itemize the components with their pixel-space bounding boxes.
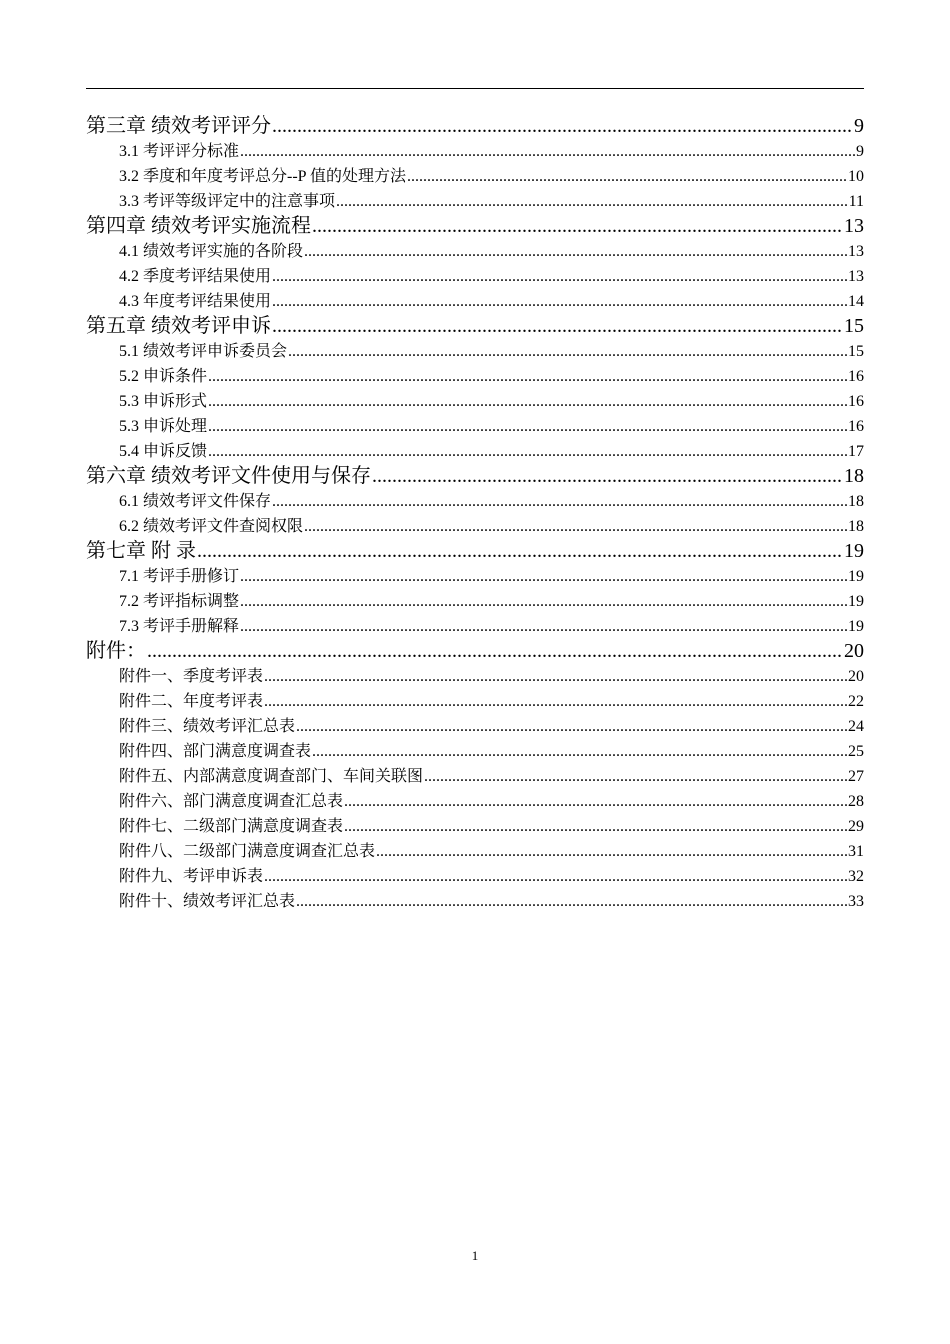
toc-entry-title: 5.3 申诉处理 bbox=[119, 418, 208, 435]
toc-entry-title: 附件五、内部满意度调查部门、车间关联图 bbox=[119, 768, 424, 785]
toc-entry-page: 24 bbox=[848, 718, 864, 735]
toc-dot-leader bbox=[240, 614, 847, 639]
toc-entry-page: 31 bbox=[848, 843, 864, 860]
toc-dot-leader bbox=[312, 739, 847, 764]
toc-chapter-entry[interactable] bbox=[86, 464, 864, 489]
toc-dot-leader bbox=[264, 689, 847, 714]
toc-entry-title: 6.1 绩效考评文件保存 bbox=[119, 493, 272, 510]
toc-entry-page: 18 bbox=[844, 465, 864, 487]
toc-dot-leader bbox=[208, 389, 847, 414]
toc-entry-title: 第三章 绩效考评评分 bbox=[86, 115, 271, 137]
toc-section-entry[interactable] bbox=[86, 789, 864, 814]
toc-dot-leader bbox=[197, 539, 843, 564]
toc-entry-page: 19 bbox=[848, 593, 864, 610]
toc-dot-leader bbox=[240, 564, 847, 589]
toc-entry-page: 15 bbox=[848, 343, 864, 360]
toc-entry-title: 3.3 考评等级评定中的注意事项 bbox=[119, 193, 336, 210]
toc-entry-title: 第四章 绩效考评实施流程 bbox=[86, 215, 311, 237]
toc-entry-page: 19 bbox=[848, 568, 864, 585]
toc-entry-title: 7.3 考评手册解释 bbox=[119, 618, 240, 635]
toc-entry-page: 13 bbox=[848, 243, 864, 260]
toc-dot-leader bbox=[240, 589, 847, 614]
toc-chapter-entry[interactable] bbox=[86, 539, 864, 564]
toc-entry-title: 4.3 年度考评结果使用 bbox=[119, 293, 272, 310]
toc-entry-page: 10 bbox=[848, 168, 864, 185]
toc-section-entry[interactable] bbox=[86, 689, 864, 714]
toc-dot-leader bbox=[344, 814, 847, 839]
toc-entry-title: 附件十、绩效考评汇总表 bbox=[119, 893, 296, 910]
toc-entry-page: 27 bbox=[848, 768, 864, 785]
toc-entry-page: 18 bbox=[848, 493, 864, 510]
toc-entry-page: 20 bbox=[844, 640, 864, 662]
toc-section-entry[interactable] bbox=[86, 889, 864, 914]
toc-entry-page: 19 bbox=[848, 618, 864, 635]
toc-entry-title: 第六章 绩效考评文件使用与保存 bbox=[86, 465, 371, 487]
toc-dot-leader bbox=[336, 189, 848, 214]
toc-dot-leader bbox=[272, 114, 853, 139]
toc-entry-title: 7.2 考评指标调整 bbox=[119, 593, 240, 610]
toc-dot-leader bbox=[304, 514, 847, 539]
toc-chapter-entry[interactable] bbox=[86, 639, 864, 664]
toc-entry-page: 32 bbox=[848, 868, 864, 885]
toc-section-entry[interactable] bbox=[86, 339, 864, 364]
toc-entry-title: 附件二、年度考评表 bbox=[119, 693, 264, 710]
toc-entry-title: 4.2 季度考评结果使用 bbox=[119, 268, 272, 285]
toc-section-entry[interactable] bbox=[86, 814, 864, 839]
toc-entry-page: 16 bbox=[848, 368, 864, 385]
toc-entry-title: 5.1 绩效考评申诉委员会 bbox=[119, 343, 288, 360]
toc-entry-page: 13 bbox=[844, 215, 864, 237]
toc-section-entry[interactable] bbox=[86, 364, 864, 389]
toc-section-entry[interactable] bbox=[86, 164, 864, 189]
toc-section-entry[interactable] bbox=[86, 839, 864, 864]
toc-section-entry[interactable] bbox=[86, 864, 864, 889]
toc-entry-page: 22 bbox=[848, 693, 864, 710]
toc-dot-leader bbox=[372, 464, 843, 489]
page-number: 1 bbox=[471, 1248, 479, 1263]
toc-section-entry[interactable] bbox=[86, 739, 864, 764]
toc-dot-leader bbox=[272, 264, 847, 289]
toc-dot-leader bbox=[288, 339, 847, 364]
toc-section-entry[interactable] bbox=[86, 614, 864, 639]
toc-entry-page: 15 bbox=[844, 315, 864, 337]
toc-dot-leader bbox=[208, 414, 847, 439]
toc-entry-title: 4.1 绩效考评实施的各阶段 bbox=[119, 243, 304, 260]
toc-section-entry[interactable] bbox=[86, 189, 864, 214]
toc-entry-page: 14 bbox=[848, 293, 864, 310]
toc-entry-title: 第五章 绩效考评申诉 bbox=[86, 315, 271, 337]
toc-entry-page: 16 bbox=[848, 393, 864, 410]
toc-entry-page: 17 bbox=[848, 443, 864, 460]
toc-section-entry[interactable] bbox=[86, 489, 864, 514]
toc-section-entry[interactable] bbox=[86, 414, 864, 439]
toc-entry-title: 附件九、考评申诉表 bbox=[119, 868, 264, 885]
toc-entry-title: 5.3 申诉形式 bbox=[119, 393, 208, 410]
table-of-contents bbox=[86, 114, 864, 914]
toc-dot-leader bbox=[424, 764, 847, 789]
toc-entry-title: 附件一、季度考评表 bbox=[119, 668, 264, 685]
toc-dot-leader bbox=[272, 314, 843, 339]
toc-entry-page: 9 bbox=[854, 115, 864, 137]
toc-section-entry[interactable] bbox=[86, 239, 864, 264]
toc-entry-page: 19 bbox=[844, 540, 864, 562]
toc-section-entry[interactable] bbox=[86, 564, 864, 589]
toc-chapter-entry[interactable] bbox=[86, 314, 864, 339]
toc-entry-page: 25 bbox=[848, 743, 864, 760]
toc-entry-page: 16 bbox=[848, 418, 864, 435]
toc-dot-leader bbox=[208, 364, 847, 389]
toc-dot-leader bbox=[272, 489, 847, 514]
toc-dot-leader bbox=[312, 214, 843, 239]
header-rule bbox=[86, 88, 864, 89]
toc-entry-title: 附件： bbox=[86, 640, 146, 662]
toc-dot-leader bbox=[264, 664, 847, 689]
toc-section-entry[interactable] bbox=[86, 589, 864, 614]
toc-section-entry[interactable] bbox=[86, 714, 864, 739]
toc-entry-title: 附件六、部门满意度调查汇总表 bbox=[119, 793, 344, 810]
toc-dot-leader bbox=[304, 239, 847, 264]
toc-dot-leader bbox=[376, 839, 847, 864]
toc-section-entry[interactable] bbox=[86, 664, 864, 689]
toc-dot-leader bbox=[344, 789, 847, 814]
toc-entry-title: 附件七、二级部门满意度调查表 bbox=[119, 818, 344, 835]
toc-dot-leader bbox=[240, 139, 855, 164]
toc-section-entry[interactable] bbox=[86, 389, 864, 414]
toc-entry-title: 附件三、绩效考评汇总表 bbox=[119, 718, 296, 735]
toc-section-entry[interactable] bbox=[86, 264, 864, 289]
toc-entry-title: 5.4 申诉反馈 bbox=[119, 443, 208, 460]
toc-entry-page: 18 bbox=[848, 518, 864, 535]
toc-entry-page: 20 bbox=[848, 668, 864, 685]
toc-entry-page: 9 bbox=[856, 143, 864, 160]
toc-entry-title: 附件四、部门满意度调查表 bbox=[119, 743, 312, 760]
toc-section-entry[interactable] bbox=[86, 139, 864, 164]
toc-entry-title: 6.2 绩效考评文件查阅权限 bbox=[119, 518, 304, 535]
toc-entry-title: 3.2 季度和年度考评总分--P 值的处理方法 bbox=[119, 168, 406, 185]
toc-dot-leader bbox=[208, 439, 847, 464]
toc-section-entry[interactable] bbox=[86, 289, 864, 314]
toc-chapter-entry[interactable] bbox=[86, 214, 864, 239]
toc-section-entry[interactable] bbox=[86, 439, 864, 464]
toc-entry-page: 11 bbox=[848, 193, 864, 210]
toc-chapter-entry[interactable] bbox=[86, 114, 864, 139]
toc-dot-leader bbox=[264, 864, 847, 889]
toc-entry-page: 13 bbox=[848, 268, 864, 285]
toc-entry-title: 第七章 附 录 bbox=[86, 540, 196, 562]
toc-dot-leader bbox=[407, 164, 847, 189]
toc-entry-title: 附件八、二级部门满意度调查汇总表 bbox=[119, 843, 376, 860]
toc-dot-leader bbox=[147, 639, 843, 664]
toc-dot-leader bbox=[296, 889, 847, 914]
toc-entry-page: 28 bbox=[848, 793, 864, 810]
toc-dot-leader bbox=[296, 714, 847, 739]
toc-entry-page: 33 bbox=[848, 893, 864, 910]
toc-section-entry[interactable] bbox=[86, 764, 864, 789]
toc-entry-title: 3.1 考评评分标准 bbox=[119, 143, 240, 160]
toc-section-entry[interactable] bbox=[86, 514, 864, 539]
toc-entry-title: 5.2 申诉条件 bbox=[119, 368, 208, 385]
toc-entry-page: 29 bbox=[848, 818, 864, 835]
toc-entry-title: 7.1 考评手册修订 bbox=[119, 568, 240, 585]
toc-dot-leader bbox=[272, 289, 847, 314]
